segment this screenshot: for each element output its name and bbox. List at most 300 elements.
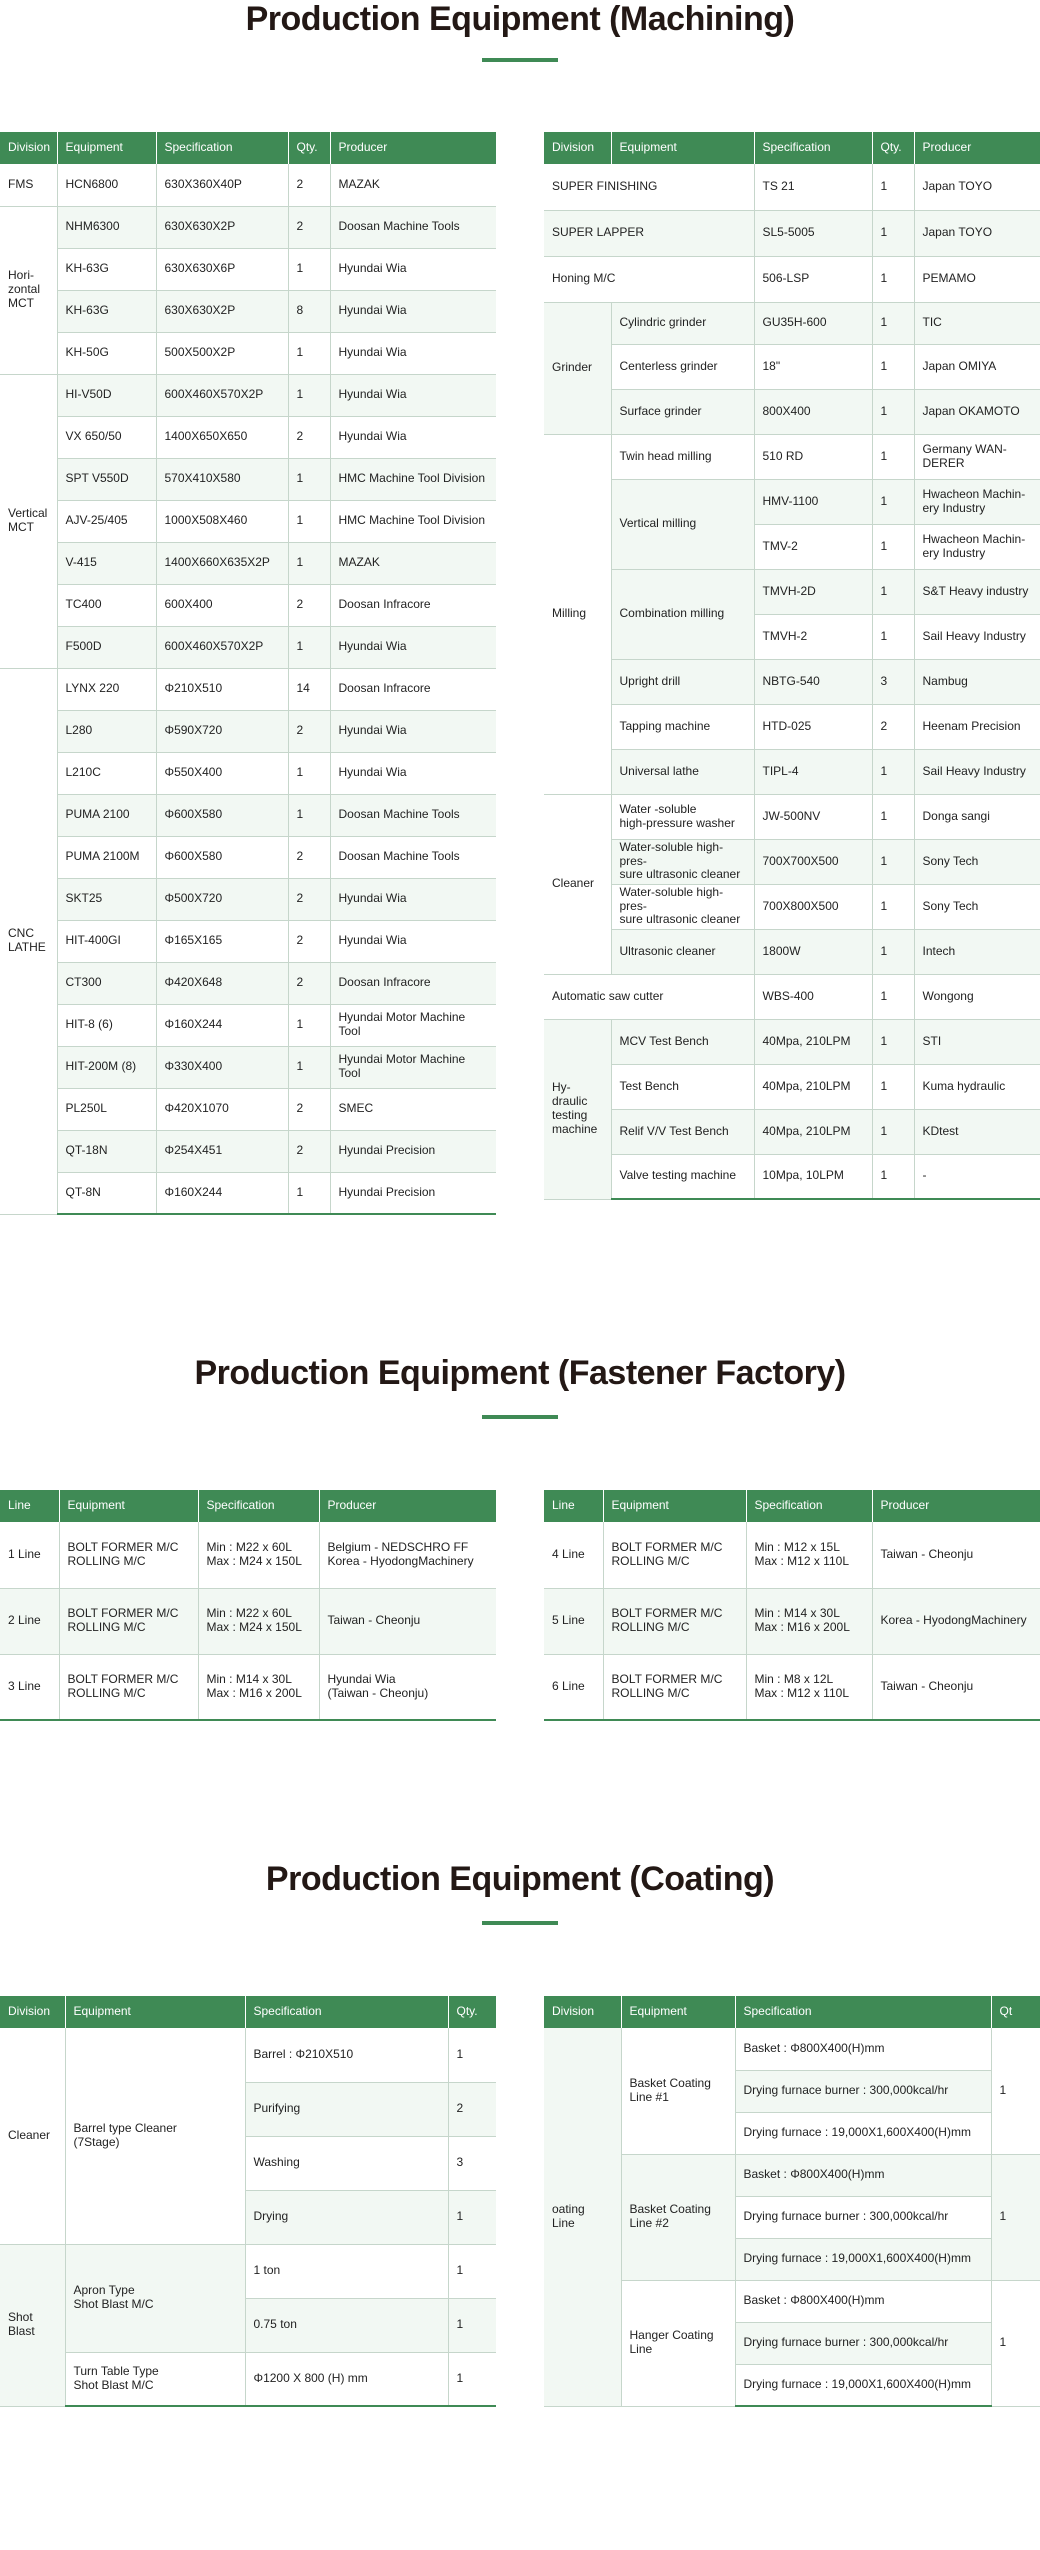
equipment-cell: HI-V50D — [57, 374, 156, 416]
qty-cell: 2 — [288, 920, 330, 962]
specification-cell: 570X410X580 — [156, 458, 288, 500]
equipment-cell: Water -soluble high-pressure washer — [611, 794, 754, 839]
col-qty: Qty. — [872, 132, 914, 164]
producer-cell: Donga sangi — [914, 794, 1040, 839]
producer-cell: Hyundai Wia — [330, 332, 496, 374]
equipment-cell: LYNX 220 — [57, 668, 156, 710]
producer-cell: Hyundai Wia — [330, 290, 496, 332]
table-row — [544, 344, 1040, 389]
specification-cell: 506-LSP — [754, 256, 872, 302]
machining-right-table — [544, 132, 1040, 1200]
col-line: Line — [544, 1490, 603, 1522]
equipment-cell: Centerless grinder — [611, 344, 754, 389]
producer-cell: Sail Heavy Industry — [914, 614, 1040, 659]
table-row — [544, 210, 1040, 256]
col-producer: Producer — [330, 132, 496, 164]
producer-cell: HMC Machine Tool Division — [330, 458, 496, 500]
producer-cell: Nambug — [914, 659, 1040, 704]
equipment-cell: HIT-8 (6) — [57, 1004, 156, 1046]
producer-cell: Intech — [914, 929, 1040, 974]
equipment-cell: L210C — [57, 752, 156, 794]
qty-cell: 1 — [872, 302, 914, 344]
qty-cell: 1 — [288, 458, 330, 500]
table-row — [0, 668, 496, 710]
specification-cell: Drying furnace : 19,000X1,600X400(H)mm — [735, 2238, 991, 2280]
fastener-right-body — [544, 1522, 1040, 1720]
specification-cell: 800X400 — [754, 389, 872, 434]
specification-cell: TIPL-4 — [754, 749, 872, 794]
specification-cell: 10Mpa, 10LPM — [754, 1154, 872, 1199]
equipment-cell: Apron Type Shot Blast M/C — [65, 2244, 245, 2352]
col-qty: Qty. — [288, 132, 330, 164]
specification-cell: 700X700X500 — [754, 839, 872, 884]
specification-cell: Φ600X580 — [156, 794, 288, 836]
specification-cell: Min : M8 x 12L Max : M12 x 110L — [746, 1654, 872, 1720]
table-row — [544, 479, 1040, 524]
producer-cell: MAZAK — [330, 164, 496, 206]
line-cell: 3 Line — [0, 1654, 59, 1720]
producer-cell: Doosan Infracore — [330, 584, 496, 626]
producer-cell: Belgium - NEDSCHRO FF Korea - HyodongMachinery — [319, 1522, 496, 1588]
qty-cell: 1 — [448, 2352, 496, 2406]
table-row — [0, 752, 496, 794]
col-division: Division — [544, 1996, 621, 2028]
producer-cell: Sony Tech — [914, 884, 1040, 929]
machining-title: Production Equipment (Machining) — [245, 0, 795, 38]
equipment-cell: Vertical milling — [611, 479, 754, 569]
producer-cell: Doosan Machine Tools — [330, 836, 496, 878]
specification-cell: 18" — [754, 344, 872, 389]
equipment-cell: Relif V/V Test Bench — [611, 1109, 754, 1154]
specification-cell: 0.75 ton — [245, 2298, 448, 2352]
specification-cell: TMV-2 — [754, 524, 872, 569]
equipment-cell: Twin head milling — [611, 434, 754, 479]
producer-cell: Hyundai Motor Machine Tool — [330, 1004, 496, 1046]
table-row — [544, 839, 1040, 884]
qty-cell: 1 — [448, 2298, 496, 2352]
col-producer: Producer — [319, 1490, 496, 1522]
producer-cell: Hyundai Wia — [330, 878, 496, 920]
table-row — [0, 920, 496, 962]
table-row — [544, 1588, 1040, 1654]
table-row — [544, 929, 1040, 974]
specification-cell: Φ500X720 — [156, 878, 288, 920]
producer-cell: MAZAK — [330, 542, 496, 584]
coating-left-body — [0, 2028, 496, 2406]
producer-cell: Doosan Machine Tools — [330, 794, 496, 836]
qty-cell: 2 — [288, 164, 330, 206]
table-row — [0, 1088, 496, 1130]
equipment-cell: HIT-400GI — [57, 920, 156, 962]
table-row — [544, 704, 1040, 749]
col-specification: Specification — [245, 1996, 448, 2028]
table-row — [544, 1154, 1040, 1199]
col-qty: Qty. — [448, 1996, 496, 2028]
producer-cell: Hyundai Motor Machine Tool — [330, 1046, 496, 1088]
division-cell: Vertical MCT — [0, 374, 57, 668]
qty-cell: 1 — [991, 2280, 1040, 2406]
specification-cell: 630X630X6P — [156, 248, 288, 290]
table-row — [0, 458, 496, 500]
qty-cell: 8 — [288, 290, 330, 332]
specification-cell: Washing — [245, 2136, 448, 2190]
table-row — [544, 434, 1040, 479]
division-cell: oating Line — [544, 2028, 621, 2406]
col-division: Division — [0, 1996, 65, 2028]
specification-cell: Φ600X580 — [156, 836, 288, 878]
equipment-cell: Basket Coating Line #1 — [621, 2028, 735, 2154]
col-line: Line — [0, 1490, 59, 1522]
equipment-cell: Water-soluble high-pres- sure ultrasonic cleaner — [611, 839, 754, 884]
producer-cell: Hyundai Wia — [330, 374, 496, 416]
equipment-cell: V-415 — [57, 542, 156, 584]
producer-cell: Hyundai Precision — [330, 1172, 496, 1214]
specification-cell: 1400X660X635X2P — [156, 542, 288, 584]
equipment-cell: Valve testing machine — [611, 1154, 754, 1199]
equipment-cell: BOLT FORMER M/C ROLLING M/C — [603, 1588, 746, 1654]
specification-cell: TMVH-2D — [754, 569, 872, 614]
table-row — [0, 2352, 496, 2406]
table-row — [0, 416, 496, 458]
specification-cell: 630X360X40P — [156, 164, 288, 206]
title-underline — [482, 1921, 558, 1925]
equipment-cell: KH-50G — [57, 332, 156, 374]
equipment-cell: VX 650/50 — [57, 416, 156, 458]
table-row — [0, 164, 496, 206]
equipment-cell: Ultrasonic cleaner — [611, 929, 754, 974]
qty-cell: 1 — [872, 389, 914, 434]
col-specification: Specification — [198, 1490, 319, 1522]
specification-cell: Min : M12 x 15L Max : M12 x 110L — [746, 1522, 872, 1588]
machining-left-body — [0, 164, 496, 1214]
producer-cell: Wongong — [914, 974, 1040, 1019]
specification-cell: 600X460X570X2P — [156, 626, 288, 668]
col-equipment: Equipment — [57, 132, 156, 164]
line-cell: 2 Line — [0, 1588, 59, 1654]
table-row — [544, 794, 1040, 839]
producer-cell: Hyundai Wia — [330, 920, 496, 962]
qty-cell: 1 — [872, 479, 914, 524]
table-row — [0, 878, 496, 920]
equipment-cell: Combination milling — [611, 569, 754, 659]
producer-cell: Japan OMIYA — [914, 344, 1040, 389]
producer-cell: Hyundai Wia — [330, 416, 496, 458]
equipment-cell: Hanger Coating Line — [621, 2280, 735, 2406]
qty-cell: 2 — [288, 584, 330, 626]
qty-cell: 1 — [448, 2028, 496, 2082]
equipment-cell: PUMA 2100 — [57, 794, 156, 836]
col-equipment: Equipment — [611, 132, 754, 164]
col-producer: Producer — [914, 132, 1040, 164]
table-row — [0, 1046, 496, 1088]
producer-cell: Taiwan - Cheonju — [872, 1654, 1040, 1720]
specification-cell: Min : M22 x 60L Max : M24 x 150L — [198, 1522, 319, 1588]
table-row — [544, 302, 1040, 344]
qty-cell: 1 — [288, 248, 330, 290]
fastener-title: Production Equipment (Fastener Factory) — [194, 1354, 846, 1392]
producer-cell: Taiwan - Cheonju — [872, 1522, 1040, 1588]
producer-cell: Taiwan - Cheonju — [319, 1588, 496, 1654]
col-specification: Specification — [754, 132, 872, 164]
producer-cell: Heenam Precision — [914, 704, 1040, 749]
table-row — [544, 749, 1040, 794]
producer-cell: Doosan Infracore — [330, 668, 496, 710]
specification-cell: TS 21 — [754, 164, 872, 210]
fastener-left-table — [0, 1490, 496, 1721]
specification-cell: Φ330X400 — [156, 1046, 288, 1088]
producer-cell: Japan TOYO — [914, 210, 1040, 256]
table-row — [544, 659, 1040, 704]
specification-cell: 1400X650X650 — [156, 416, 288, 458]
specification-cell: Min : M14 x 30L Max : M16 x 200L — [198, 1654, 319, 1720]
table-row — [544, 256, 1040, 302]
specification-cell: NBTG-540 — [754, 659, 872, 704]
table-row — [0, 962, 496, 1004]
equipment-cell: BOLT FORMER M/C ROLLING M/C — [59, 1522, 198, 1588]
producer-cell: Hyundai Precision — [330, 1130, 496, 1172]
producer-cell: Sony Tech — [914, 839, 1040, 884]
specification-cell: Basket : Φ800X400(H)mm — [735, 2028, 991, 2070]
qty-cell: 2 — [288, 206, 330, 248]
equipment-cell: Test Bench — [611, 1064, 754, 1109]
specification-cell: Drying furnace burner : 300,000kcal/hr — [735, 2322, 991, 2364]
producer-cell: Hyundai Wia — [330, 710, 496, 752]
producer-cell: Japan TOYO — [914, 164, 1040, 210]
equipment-cell: BOLT FORMER M/C ROLLING M/C — [59, 1654, 198, 1720]
qty-cell: 1 — [288, 1172, 330, 1214]
col-equipment: Equipment — [621, 1996, 735, 2028]
qty-cell: 1 — [872, 1109, 914, 1154]
producer-cell: STI — [914, 1019, 1040, 1064]
equipment-cell: AJV-25/405 — [57, 500, 156, 542]
producer-cell: Doosan Machine Tools — [330, 206, 496, 248]
specification-cell: 1 ton — [245, 2244, 448, 2298]
equipment-cell: PL250L — [57, 1088, 156, 1130]
division-cell: Shot Blast — [0, 2244, 65, 2406]
qty-cell: 1 — [288, 374, 330, 416]
division-cell: Hy- draulic testing machine — [544, 1019, 611, 1199]
specification-cell: GU35H-600 — [754, 302, 872, 344]
qty-cell: 1 — [991, 2154, 1040, 2280]
division-cell: Honing M/C — [544, 256, 754, 302]
specification-cell: HTD-025 — [754, 704, 872, 749]
producer-cell: Germany WAN- DERER — [914, 434, 1040, 479]
specification-cell: Basket : Φ800X400(H)mm — [735, 2154, 991, 2196]
equipment-cell: Basket Coating Line #2 — [621, 2154, 735, 2280]
specification-cell: Φ550X400 — [156, 752, 288, 794]
specification-cell: TMVH-2 — [754, 614, 872, 659]
table-row — [0, 2244, 496, 2298]
table-row — [0, 290, 496, 332]
qty-cell: 1 — [872, 210, 914, 256]
coating-left-table — [0, 1996, 496, 2407]
coating-title: Production Equipment (Coating) — [265, 1860, 775, 1898]
col-producer: Producer — [872, 1490, 1040, 1522]
producer-cell: Korea - HyodongMachinery — [872, 1588, 1040, 1654]
producer-cell: S&T Heavy industry — [914, 569, 1040, 614]
equipment-cell: F500D — [57, 626, 156, 668]
equipment-cell: SPT V550D — [57, 458, 156, 500]
qty-cell: 2 — [448, 2082, 496, 2136]
machining-right-body — [544, 164, 1040, 1199]
specification-cell: 1000X508X460 — [156, 500, 288, 542]
equipment-cell: NHM6300 — [57, 206, 156, 248]
qty-cell: 1 — [872, 614, 914, 659]
equipment-cell: Barrel type Cleaner (7Stage) — [65, 2028, 245, 2244]
qty-cell: 1 — [288, 626, 330, 668]
qty-cell: 1 — [288, 794, 330, 836]
division-cell: Cleaner — [0, 2028, 65, 2244]
table-row — [0, 332, 496, 374]
qty-cell: 1 — [288, 500, 330, 542]
table-row — [0, 206, 496, 248]
division-cell: Automatic saw cutter — [544, 974, 754, 1019]
qty-cell: 2 — [288, 962, 330, 1004]
qty-cell: 2 — [872, 704, 914, 749]
qty-cell: 1 — [872, 569, 914, 614]
producer-cell: PEMAMO — [914, 256, 1040, 302]
table-row — [544, 2028, 1040, 2070]
qty-cell: 1 — [991, 2028, 1040, 2154]
fastener-left-body — [0, 1522, 496, 1720]
producer-cell: Kuma hydraulic — [914, 1064, 1040, 1109]
specification-cell: 630X630X2P — [156, 290, 288, 332]
specification-cell: 510 RD — [754, 434, 872, 479]
qty-cell: 1 — [872, 884, 914, 929]
qty-cell: 1 — [872, 1019, 914, 1064]
col-equipment: Equipment — [603, 1490, 746, 1522]
title-underline — [482, 58, 558, 62]
table-row — [0, 710, 496, 752]
producer-cell: Hyundai Wia — [330, 752, 496, 794]
line-cell: 5 Line — [544, 1588, 603, 1654]
col-specification: Specification — [735, 1996, 991, 2028]
qty-cell: 1 — [872, 1154, 914, 1199]
qty-cell: 2 — [288, 836, 330, 878]
equipment-cell: BOLT FORMER M/C ROLLING M/C — [603, 1522, 746, 1588]
table-row — [0, 248, 496, 290]
specification-cell: SL5-5005 — [754, 210, 872, 256]
producer-cell: Hwacheon Machin- ery Industry — [914, 524, 1040, 569]
table-row — [0, 1522, 496, 1588]
specification-cell: Drying furnace burner : 300,000kcal/hr — [735, 2196, 991, 2238]
line-cell: 4 Line — [544, 1522, 603, 1588]
qty-cell: 1 — [872, 929, 914, 974]
qty-cell: 1 — [288, 542, 330, 584]
division-cell: Hori- zontal MCT — [0, 206, 57, 374]
specification-cell: Min : M14 x 30L Max : M16 x 200L — [746, 1588, 872, 1654]
table-row — [0, 374, 496, 416]
table-row — [0, 1588, 496, 1654]
specification-cell: Φ420X1070 — [156, 1088, 288, 1130]
division-cell: FMS — [0, 164, 57, 206]
equipment-cell: MCV Test Bench — [611, 1019, 754, 1064]
table-row — [544, 974, 1040, 1019]
table-row — [544, 569, 1040, 614]
equipment-cell: BOLT FORMER M/C ROLLING M/C — [59, 1588, 198, 1654]
specification-cell: Φ1200 X 800 (H) mm — [245, 2352, 448, 2406]
specification-cell: Φ420X648 — [156, 962, 288, 1004]
qty-cell: 1 — [448, 2190, 496, 2244]
qty-cell: 1 — [872, 974, 914, 1019]
division-cell: Milling — [544, 434, 611, 794]
col-qty: Qt — [991, 1996, 1040, 2028]
division-cell: Cleaner — [544, 794, 611, 974]
table-row — [0, 1172, 496, 1214]
col-division: Division — [0, 132, 57, 164]
qty-cell: 1 — [872, 164, 914, 210]
qty-cell: 3 — [872, 659, 914, 704]
qty-cell: 1 — [872, 839, 914, 884]
equipment-cell: PUMA 2100M — [57, 836, 156, 878]
specification-cell: Drying — [245, 2190, 448, 2244]
specification-cell: 1800W — [754, 929, 872, 974]
col-division: Division — [544, 132, 611, 164]
table-row — [544, 1522, 1040, 1588]
table-row — [0, 1004, 496, 1046]
specification-cell: 600X400 — [156, 584, 288, 626]
qty-cell: 1 — [872, 1064, 914, 1109]
equipment-cell: CT300 — [57, 962, 156, 1004]
table-row — [0, 500, 496, 542]
qty-cell: 2 — [288, 878, 330, 920]
qty-cell: 1 — [288, 1046, 330, 1088]
equipment-cell: HIT-200M (8) — [57, 1046, 156, 1088]
equipment-cell: Upright drill — [611, 659, 754, 704]
specification-cell: WBS-400 — [754, 974, 872, 1019]
specification-cell: Min : M22 x 60L Max : M24 x 150L — [198, 1588, 319, 1654]
specification-cell: Φ590X720 — [156, 710, 288, 752]
equipment-cell: BOLT FORMER M/C ROLLING M/C — [603, 1654, 746, 1720]
qty-cell: 1 — [872, 794, 914, 839]
producer-cell: Doosan Infracore — [330, 962, 496, 1004]
equipment-cell: L280 — [57, 710, 156, 752]
qty-cell: 2 — [288, 1130, 330, 1172]
specification-cell: Φ160X244 — [156, 1172, 288, 1214]
table-row — [544, 164, 1040, 210]
equipment-cell: Water-soluble high-pres- sure ultrasonic cleaner — [611, 884, 754, 929]
qty-cell: 1 — [288, 752, 330, 794]
table-row — [544, 884, 1040, 929]
specification-cell: Drying furnace : 19,000X1,600X400(H)mm — [735, 2364, 991, 2406]
qty-cell: 1 — [288, 1004, 330, 1046]
equipment-cell: Cylindric grinder — [611, 302, 754, 344]
table-row — [544, 1654, 1040, 1720]
col-specification: Specification — [746, 1490, 872, 1522]
line-cell: 6 Line — [544, 1654, 603, 1720]
producer-cell: HMC Machine Tool Division — [330, 500, 496, 542]
qty-cell: 1 — [872, 344, 914, 389]
qty-cell: 1 — [448, 2244, 496, 2298]
table-row — [544, 1019, 1040, 1064]
specification-cell: Barrel : Φ210X510 — [245, 2028, 448, 2082]
machining-left-table — [0, 132, 496, 1215]
equipment-cell: KH-63G — [57, 248, 156, 290]
table-row — [0, 1654, 496, 1720]
qty-cell: 2 — [288, 710, 330, 752]
title-underline — [482, 1415, 558, 1419]
specification-cell: Basket : Φ800X400(H)mm — [735, 2280, 991, 2322]
equipment-cell: SKT25 — [57, 878, 156, 920]
equipment-cell: TC400 — [57, 584, 156, 626]
specification-cell: JW-500NV — [754, 794, 872, 839]
table-row — [0, 584, 496, 626]
line-cell: 1 Line — [0, 1522, 59, 1588]
equipment-cell: QT-18N — [57, 1130, 156, 1172]
specification-cell: 700X800X500 — [754, 884, 872, 929]
qty-cell: 1 — [288, 332, 330, 374]
producer-cell: TIC — [914, 302, 1040, 344]
